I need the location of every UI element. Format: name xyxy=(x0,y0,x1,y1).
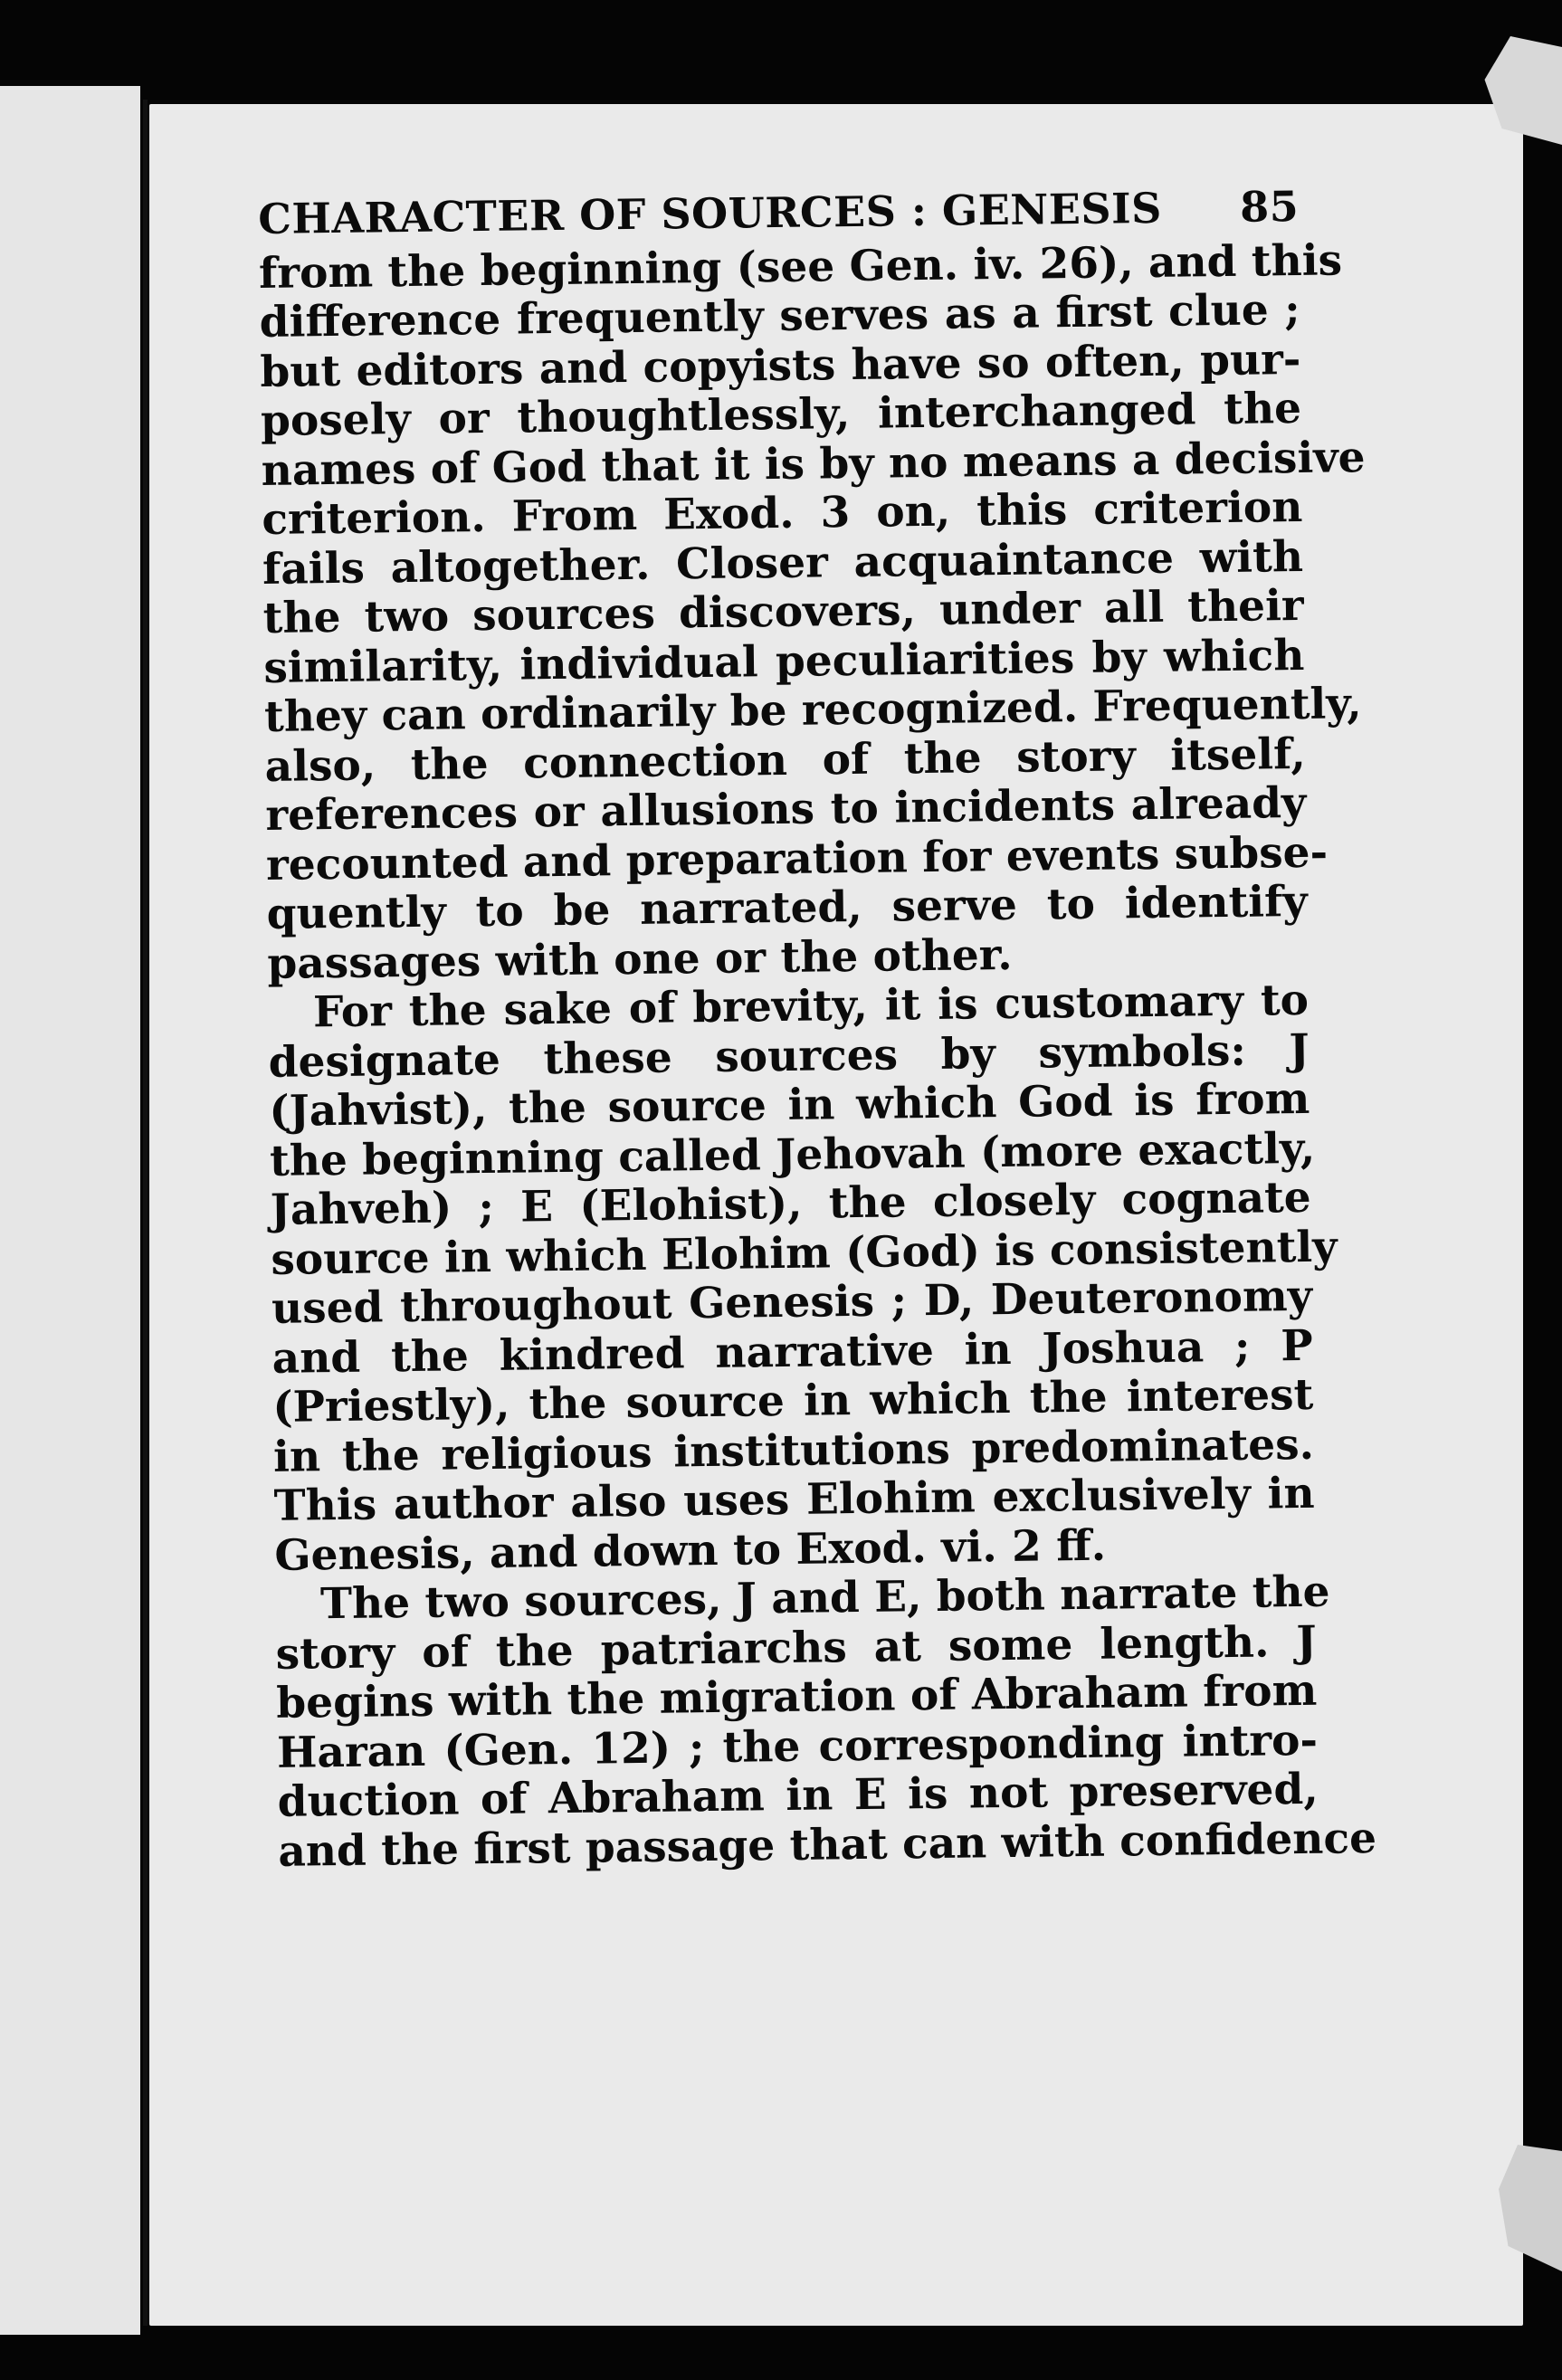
text-line: Genesis, and down to Exod. vi. 2 ff. xyxy=(274,1520,1107,1581)
text-line: (Priestly), the source in which the interest xyxy=(272,1369,1314,1433)
text-line: The two sources, J and E, both narrate the xyxy=(319,1566,1330,1630)
text-line: references or allusions to incidents already xyxy=(265,777,1307,841)
text-line: quently to be narrated, serve to identify xyxy=(266,876,1308,939)
text-line: similarity, individual peculiarities by which xyxy=(263,630,1305,693)
text-line: the beginning called Jehovah (more exactly, xyxy=(269,1123,1316,1186)
text-line: used throughout Genesis ; D, Deuteronomy xyxy=(271,1271,1313,1334)
text-line: also, the connection of the story itself, xyxy=(264,728,1306,792)
text-line: designate these sources by symbols: J xyxy=(268,1024,1310,1088)
text-line: For the sake of brevity, it is customary to xyxy=(312,975,1310,1038)
text-line: Jahveh) ; E (Elohist), the closely cognate xyxy=(270,1172,1311,1235)
text-line: duction of Abraham in E is not preserved, xyxy=(277,1764,1319,1827)
text-line: in the religious institutions predominates. xyxy=(272,1419,1315,1482)
page-number: 85 xyxy=(1239,181,1300,232)
text-line: This author also uses Elohim exclusively in xyxy=(273,1468,1315,1531)
text-line: begins with the migration of Abraham from xyxy=(276,1665,1318,1728)
text-line: (Jahvist), the source in which God is from xyxy=(269,1073,1310,1137)
text-line: but editors and copyists have so often, pur- xyxy=(260,334,1301,397)
text-line: passages with one or the other. xyxy=(267,929,1013,989)
text-line: names of God that it is by no means a decisive xyxy=(261,432,1366,496)
text-line: from the beginning (see Gen. iv. 26), and this xyxy=(258,234,1343,299)
text-line: the two sources discovers, under all their xyxy=(262,580,1304,643)
text-line: recounted and preparation for events subse- xyxy=(265,827,1329,890)
text-line: and the kindred narrative in Joshua ; P xyxy=(271,1320,1313,1384)
book-gutter xyxy=(143,100,148,2326)
text-line: story of the patriarchs at some length. J xyxy=(275,1616,1317,1680)
text-line: source in which Elohim (God) is consistently xyxy=(271,1222,1338,1285)
text-line: Haran (Gen. 12) ; the corresponding intro- xyxy=(276,1715,1319,1778)
running-title: CHARACTER OF SOURCES : GENESIS xyxy=(258,183,1163,243)
text-line: posely or thoughtlessly, interchanged the xyxy=(260,383,1302,446)
text-line: they can ordinarily be recognized. Frequently, xyxy=(263,679,1362,742)
text-line: fails altogether. Closer acquaintance with xyxy=(262,531,1304,595)
text-line: difference frequently serves as a first clue ; xyxy=(259,284,1300,347)
page-text xyxy=(258,181,1377,1877)
text-line: and the first passage that can with confidence xyxy=(278,1813,1377,1877)
facing-page-edge xyxy=(0,86,140,2335)
text-line: criterion. From Exod. 3 on, this criterion xyxy=(262,481,1303,545)
